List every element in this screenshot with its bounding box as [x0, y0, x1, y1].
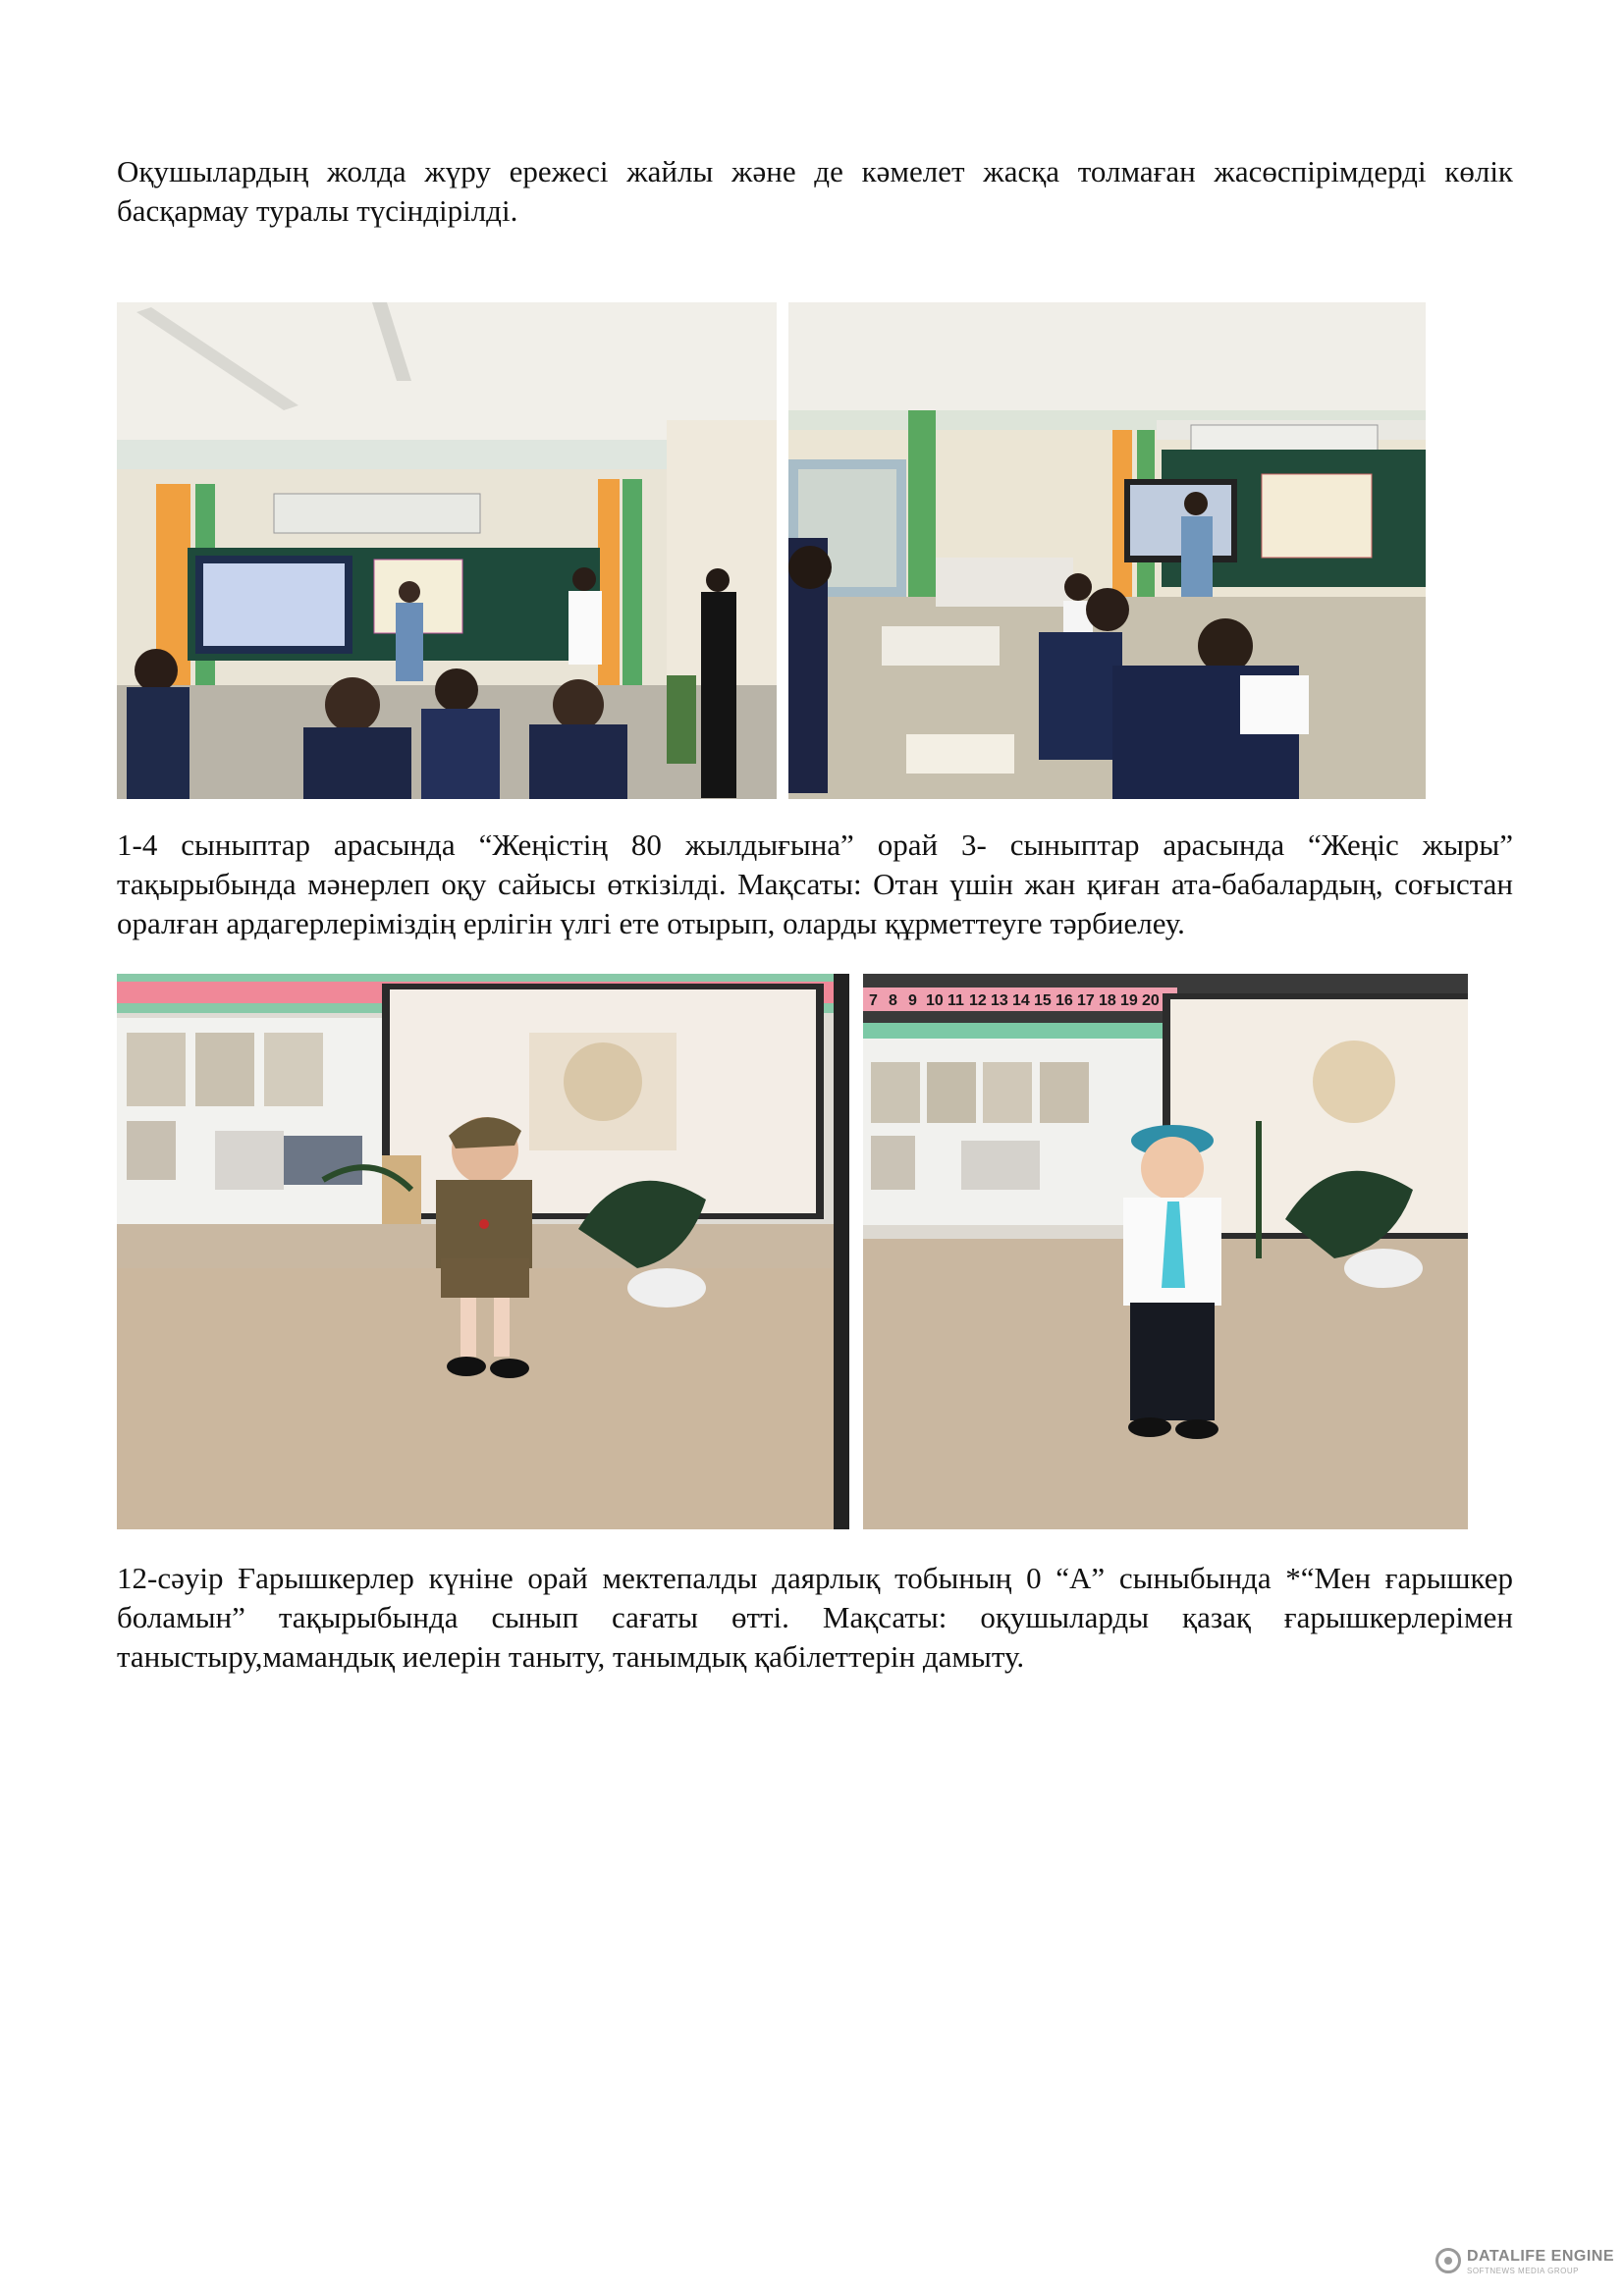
strip-number-18: 18 — [1099, 992, 1116, 1009]
strip-number-7: 7 — [869, 992, 878, 1009]
strip-number-11: 11 — [947, 992, 964, 1009]
watermark — [1435, 2244, 1615, 2283]
paragraph-road-rules: Оқушылардың жолда жүру ережесі жайлы және де кәмелет жасқа толмаған жасөспірімдерді көлік басқармау туралы түсіндірілді. — [117, 154, 1513, 228]
strip-number-19: 19 — [1120, 992, 1138, 1009]
classroom-presentation-photo — [117, 302, 777, 799]
boy-reciting-photo — [863, 974, 1468, 1529]
paragraph-cosmonaut-day: 12-сәуір Ғарышкерлер күніне орай мектепалды даярлық тобының 0 “А” сыныбында *“Мен ғарышкер боламын” тақырыбында сынып сағаты өтті. Мақсаты: оқушыларды қазақ ғарышкерлерімен таныстыру,мамандық иелерін таныту, танымдық қабілеттерін дамыту. — [117, 1561, 1513, 1674]
strip-number-13: 13 — [991, 992, 1008, 1009]
strip-number-8: 8 — [889, 992, 897, 1009]
girl-reciting-photo — [117, 974, 849, 1529]
strip-number-16: 16 — [1056, 992, 1073, 1009]
strip-number-14: 14 — [1012, 992, 1030, 1009]
strip-number-10: 10 — [926, 992, 944, 1009]
strip-number-15: 15 — [1034, 992, 1052, 1009]
datalife-logo-icon — [1435, 2248, 1461, 2273]
watermark-brand: DATALIFE ENGINE — [1467, 2248, 1615, 2265]
classroom-officer-photo — [788, 302, 1426, 799]
watermark-sub: SOFTNEWS MEDIA GROUP — [1467, 2267, 1580, 2275]
strip-number-20: 20 — [1142, 992, 1160, 1009]
strip-number-9: 9 — [908, 992, 917, 1009]
paragraph-victory-contest: 1-4 сыныптар арасында “Жеңістің 80 жылдығына” орай 3- сыныптар арасында “Жеңіс жыры” тақырыбында мәнерлеп оқу сайысы өткізілді. Мақсаты: Отан үшін жан қиған ата-бабалардың, соғыстан оралған ардагерлеріміздің ерлігін үлгі ете отырып, оларды құрметтеуге тәрбиелеу. — [117, 828, 1513, 940]
strip-number-12: 12 — [969, 992, 987, 1009]
strip-number-17: 17 — [1077, 992, 1095, 1009]
